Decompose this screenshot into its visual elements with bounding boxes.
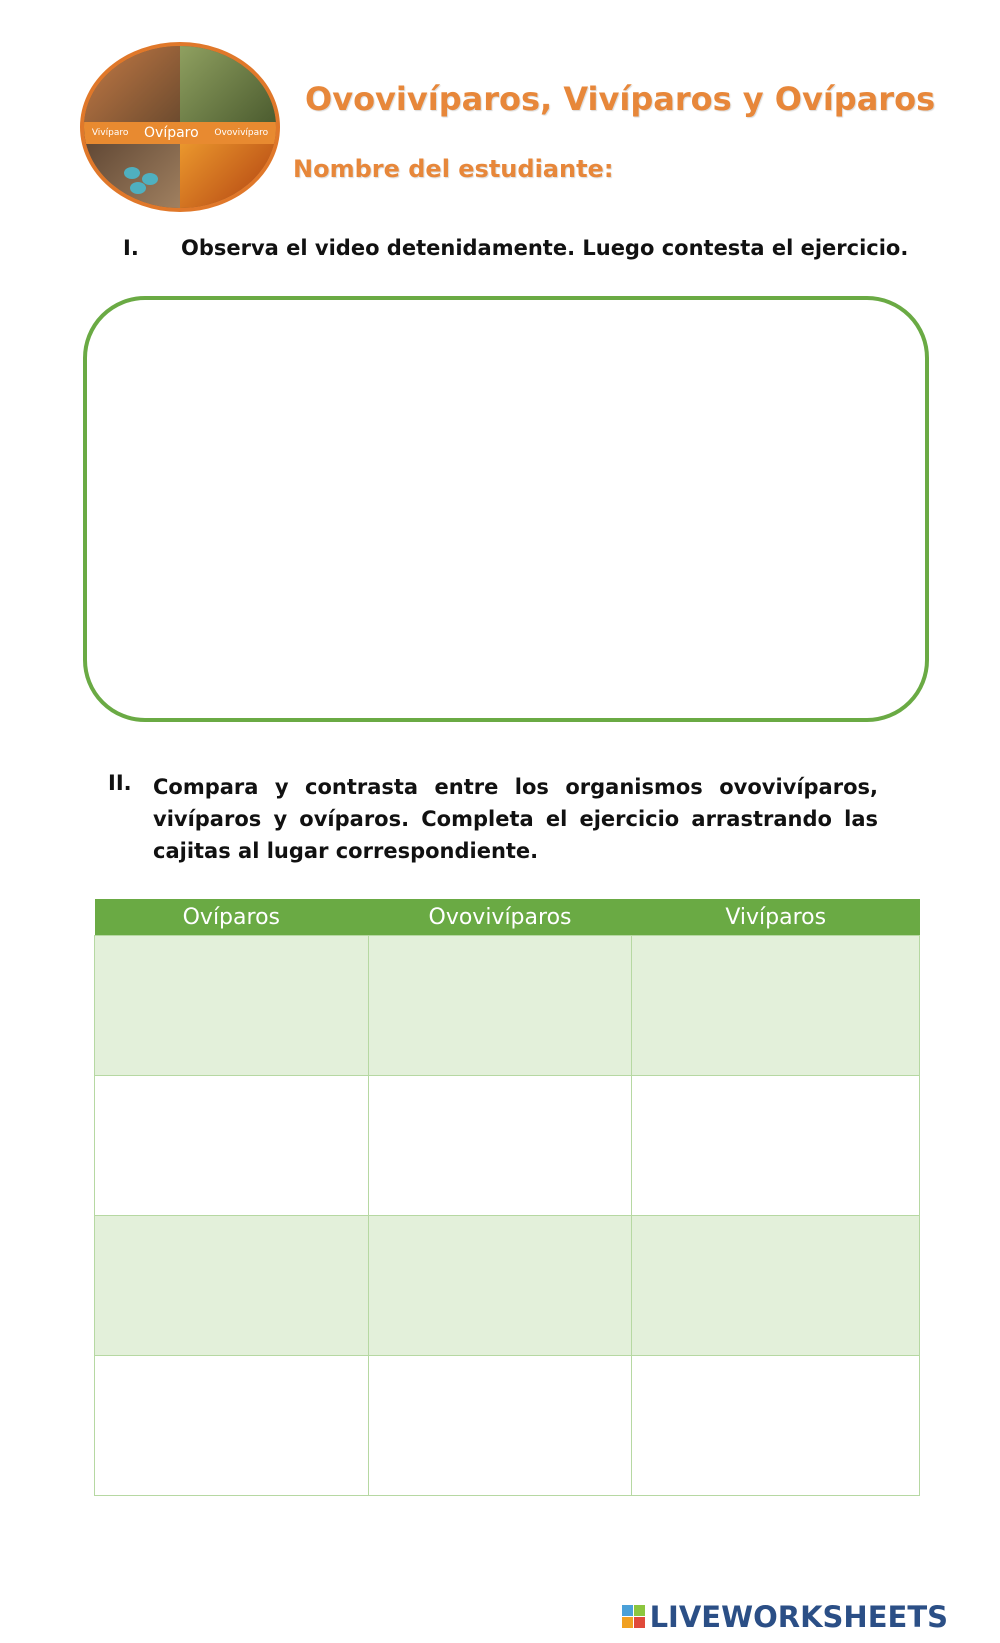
logo-label-ovoviviparo: Ovovivíparo bbox=[214, 128, 269, 138]
section-2-number: II. bbox=[108, 771, 132, 795]
student-name-label: Nombre del estudiante: bbox=[293, 155, 614, 183]
section-1-number: I. bbox=[123, 236, 139, 260]
drop-zone-oviparos-3[interactable] bbox=[95, 1216, 369, 1356]
drop-zone-viviparos-2[interactable] bbox=[632, 1076, 920, 1216]
drop-zone-ovoviviparos-1[interactable] bbox=[368, 936, 632, 1076]
column-header-ovoviviparos: Ovovivíparos bbox=[368, 899, 632, 936]
drop-zone-viviparos-4[interactable] bbox=[632, 1356, 920, 1496]
section-2-instruction: Compara y contrasta entre los organismos ovovivíparos, vivíparos y ovíparos. Completa el ejercicio arrastrando las cajitas al lugar correspondiente. bbox=[153, 775, 878, 863]
table-row bbox=[95, 936, 920, 1076]
logo-image bbox=[80, 42, 280, 212]
table-row bbox=[95, 1356, 920, 1496]
table-row bbox=[95, 1076, 920, 1216]
classification-table bbox=[94, 899, 920, 1496]
drop-zone-oviparos-4[interactable] bbox=[95, 1356, 369, 1496]
drop-zone-ovoviviparos-4[interactable] bbox=[368, 1356, 632, 1496]
drop-zone-viviparos-3[interactable] bbox=[632, 1216, 920, 1356]
table-row bbox=[95, 1216, 920, 1356]
drop-zone-oviparos-2[interactable] bbox=[95, 1076, 369, 1216]
liveworksheets-logo-icon bbox=[622, 1605, 646, 1629]
worksheet-title: Ovovivíparos, Vivíparos y Ovíparos bbox=[305, 80, 936, 118]
column-header-oviparos: Ovíparos bbox=[95, 899, 369, 936]
drop-zone-viviparos-1[interactable] bbox=[632, 936, 920, 1076]
brand-name: LIVEWORKSHEETS bbox=[649, 1600, 948, 1634]
column-header-viviparos: Vivíparos bbox=[632, 899, 920, 936]
table-header-row bbox=[95, 899, 920, 936]
logo-label-viviparo: Vivíparo bbox=[91, 128, 129, 138]
drop-zone-oviparos-1[interactable] bbox=[95, 936, 369, 1076]
drop-zone-ovoviviparos-2[interactable] bbox=[368, 1076, 632, 1216]
video-frame[interactable] bbox=[83, 296, 929, 722]
section-1-instruction: Observa el video detenidamente. Luego contesta el ejercicio. bbox=[181, 236, 909, 260]
drop-zone-ovoviviparos-3[interactable] bbox=[368, 1216, 632, 1356]
liveworksheets-brand bbox=[622, 1600, 948, 1634]
logo-label-oviparo: Ovíparo bbox=[144, 125, 199, 141]
